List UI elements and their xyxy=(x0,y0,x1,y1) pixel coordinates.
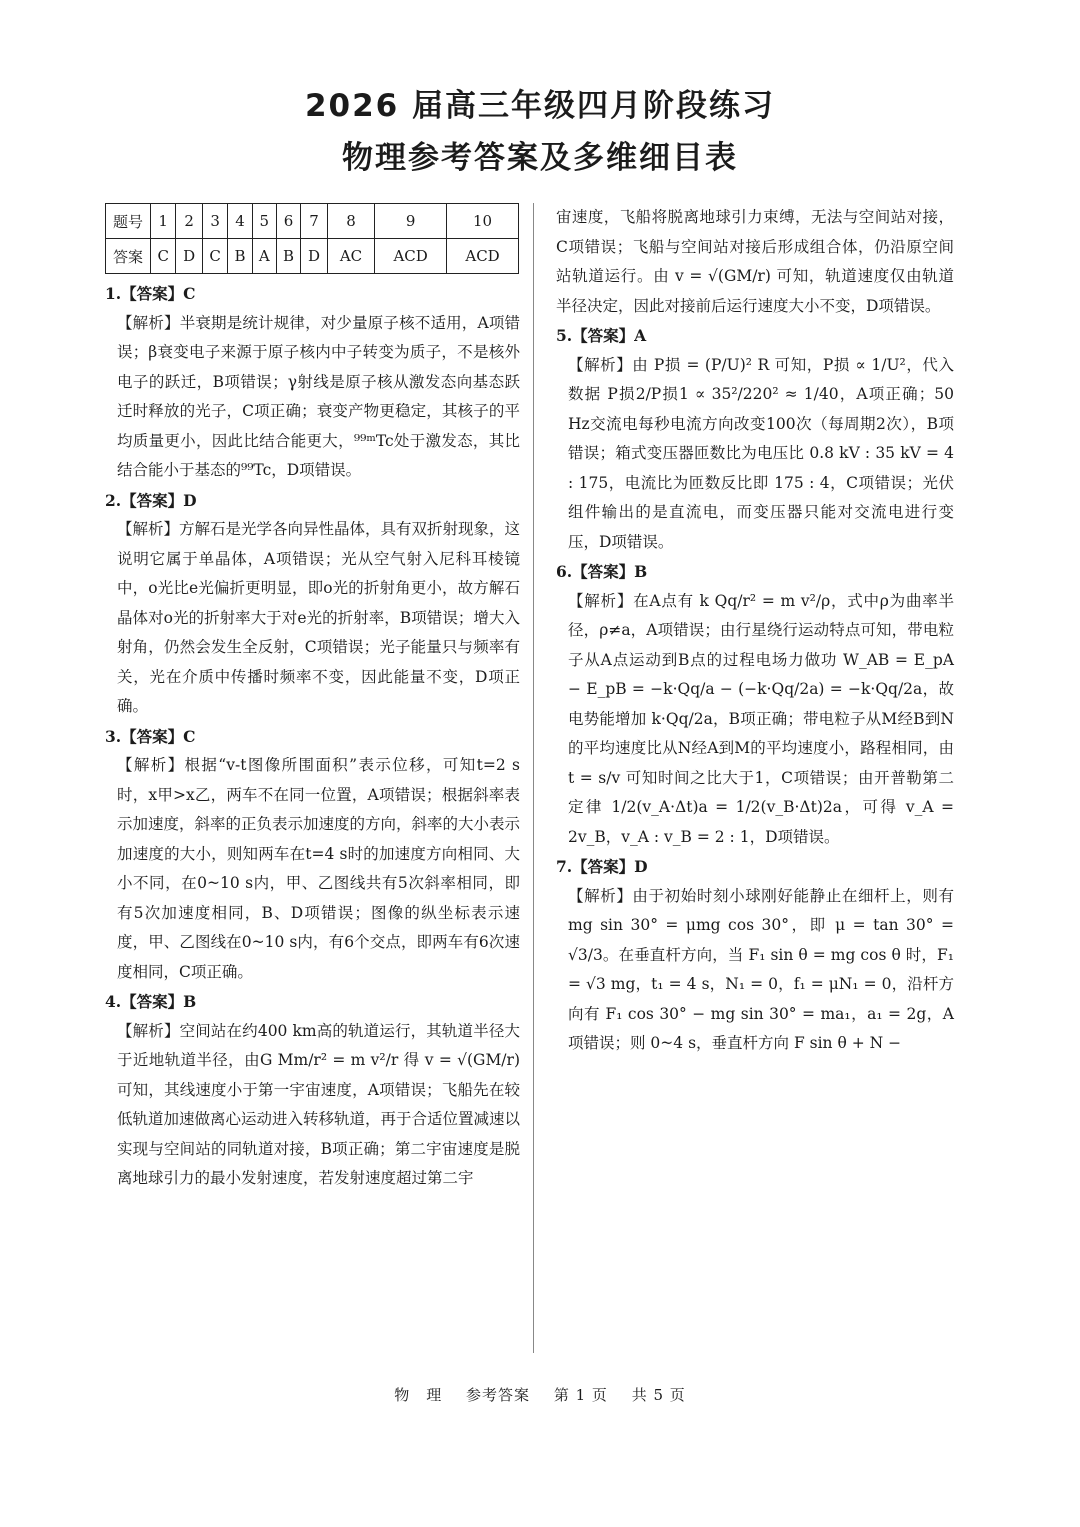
question-explanation: 【解析】在A点有 k Qq/r² = m v²/ρ，式中ρ为曲率半径，ρ≠a，A项错误；由行星绕行运动特点可知，带电粒子从A点运动到B点的过程电场力做功 W_AB = E_pA − E_pB = −k·Qq/a − (−k·Qq/2a) = −k·Qq/2a，故电势能增加 k·Qq/2a，B项正确；带电粒子从M经B到N的平均速度比从N经A到M的平均速度小，路程相同，由 t = s/v 可知时间之比大于1，C项错误；由开普勒第二定律 1/2(v_A·Δt)a = 1/2(v_B·Δt)2a，可得 v_A = 2v_B，v_A : v_B = 2 : 1，D项错误。 xyxy=(568,591,954,846)
question-block xyxy=(105,987,520,1194)
answer-cell: AC xyxy=(327,239,374,274)
answer-table-answer-row xyxy=(106,239,519,274)
question-explanation: 【解析】由于初始时刻小球刚好能静止在细杆上，则有 mg sin 30° = μmg cos 30°，即 μ = tan 30° = √3/3。在垂直杆方向，当 F₁ sin θ = mg cos θ 时，F₁ = √3 mg，t₁ = 4 s，N₁ = 0，f₁ = μN₁ = 0，沿杆方向有 F₁ cos 30° − mg sin 30° = ma₁，a₁ = 2g，A项错误；则 0~4 s，垂直杆方向 F sin θ + N − xyxy=(568,886,954,1052)
answer-cell: B xyxy=(228,239,252,274)
answer-cell: D xyxy=(176,239,203,274)
question-number: 8 xyxy=(327,204,374,239)
question-answer-heading: 4.【答案】B xyxy=(105,992,197,1011)
footer-subject: 物 理 xyxy=(394,1386,443,1404)
page-subtitle: 物理参考答案及多维细目表 xyxy=(342,140,738,176)
page-footer xyxy=(0,1384,1080,1405)
right-column xyxy=(556,203,954,1059)
footer-doc-type: 参考答案 xyxy=(466,1386,531,1404)
footer-page-number: 第 1 页 xyxy=(553,1386,608,1404)
footer-total-pages: 共 5 页 xyxy=(631,1386,686,1404)
answer-cell: C xyxy=(202,239,227,274)
question-explanation: 【解析】半衰期是统计规律，对少量原子核不适用，A项错误；β衰变电子来源于原子核内中子转变为质子，不是核外电子的跃迁，B项错误；γ射线是原子核从激发态向基态跃迁时释放的光子，C项正确；衰变产物更稳定，其核子的平均质量更小，因此比结合能更大，⁹⁹ᵐTc处于激发态，其比结合能小于基态的⁹⁹Tc，D项错误。 xyxy=(117,313,520,479)
answer-cell: C xyxy=(151,239,176,274)
question-explanation-continued: 宙速度，飞船将脱离地球引力束缚，无法与空间站对接，C项错误；飞船与空间站对接后形成组合体，仍沿原空间站轨道运行。由 v = √(GM/r) 可知，轨道速度仅由轨道半径决定，因此对接前后运行速度大小不变，D项错误。 xyxy=(556,208,954,315)
question-number: 2 xyxy=(176,204,203,239)
question-explanation: 【解析】空间站在约400 km高的轨道运行，其轨道半径大于近地轨道半径，由G Mm/r² = m v²/r 得 v = √(GM/r) 可知，其线速度小于第一宇宙速度，A项错误；飞船先在较低轨道加速做离心运动进入转移轨道，再于合适位置减速以实现与空间站的同轨道对接，B项正确；第二宇宙速度是脱离地球引力的最小发射速度，若发射速度超过第二宇 xyxy=(117,1021,521,1187)
question-block xyxy=(556,852,954,1059)
question-block xyxy=(105,722,520,988)
question-answer-heading: 2.【答案】D xyxy=(105,490,197,510)
page-title: 2026 届高三年级四月阶段练习 xyxy=(304,88,776,124)
question-block xyxy=(105,486,520,722)
answer-cell: ACD xyxy=(375,239,447,274)
column-divider xyxy=(533,203,534,1353)
answer-table-number-row xyxy=(106,204,519,239)
question-number: 4 xyxy=(228,204,252,239)
question-number: 10 xyxy=(447,204,519,239)
answer-cell: B xyxy=(276,239,300,274)
question-number: 5 xyxy=(252,204,276,239)
question-answer-heading: 5.【答案】A xyxy=(556,326,647,345)
question-block xyxy=(105,279,520,486)
answer-table xyxy=(105,203,519,274)
table-row-label: 答案 xyxy=(106,239,151,274)
question-block-continued xyxy=(556,203,954,321)
question-explanation: 【解析】由 P损 = (P/U)² R 可知，P损 ∝ 1/U²，代入数据 P损2/P损1 ∝ 35²/220² ≈ 1/40，A项正确；50 Hz交流电每秒电流方向改变100次（每周期2次），B项错误；箱式变压器匝数比为电压比 0.8 kV : 35 kV = 4 : 175，电流比为匝数反比即 175 : 4，C项错误；光伏组件输出的是直流电，而变压器只能对交流电进行变压，D项错误。 xyxy=(568,355,954,551)
question-answer-heading: 1.【答案】C xyxy=(105,284,196,303)
question-answer-heading: 6.【答案】B xyxy=(556,562,648,581)
answer-cell: D xyxy=(301,239,328,274)
question-number: 7 xyxy=(301,204,328,239)
question-number: 1 xyxy=(151,204,176,239)
answer-cell: ACD xyxy=(447,239,519,274)
left-column xyxy=(105,203,520,1194)
question-block xyxy=(556,557,954,852)
question-number: 3 xyxy=(202,204,227,239)
table-row-label: 题号 xyxy=(106,204,151,239)
question-block xyxy=(556,321,954,557)
question-answer-heading: 7.【答案】D xyxy=(556,857,648,876)
question-answer-heading: 3.【答案】C xyxy=(105,726,196,746)
question-number: 6 xyxy=(276,204,300,239)
question-explanation: 【解析】根据“v-t图像所围面积”表示位移，可知t=2 s时，x甲>x乙，两车不在同一位置，A项错误；根据斜率表示加速度，斜率的正负表示加速度的方向，斜率的大小表示加速度的大小，则知两车在t=4 s时的加速度方向相同、大小不同，在0~10 s内，甲、乙图线共有5次斜率相同，即有5次加速度相同，B、D项错误；图像的纵坐标表示速度，甲、乙图线在0~10 s内，有6个交点，即两车有6次速度相同，C项正确。 xyxy=(117,756,521,981)
question-number: 9 xyxy=(375,204,447,239)
answer-cell: A xyxy=(252,239,276,274)
question-explanation: 【解析】方解石是光学各向异性晶体，具有双折射现象，这说明它属于单晶体，A项错误；光从空气射入尼科耳棱镜中，o光比e光偏折更明显，即o光的折射角更小，故方解石晶体对o光的折射率大于对e光的折射率，B项错误；增大入射角，仍然会发生全反射，C项错误；光子能量只与频率有关，光在介质中传播时频率不变，因此能量不变，D项正确。 xyxy=(117,520,521,715)
